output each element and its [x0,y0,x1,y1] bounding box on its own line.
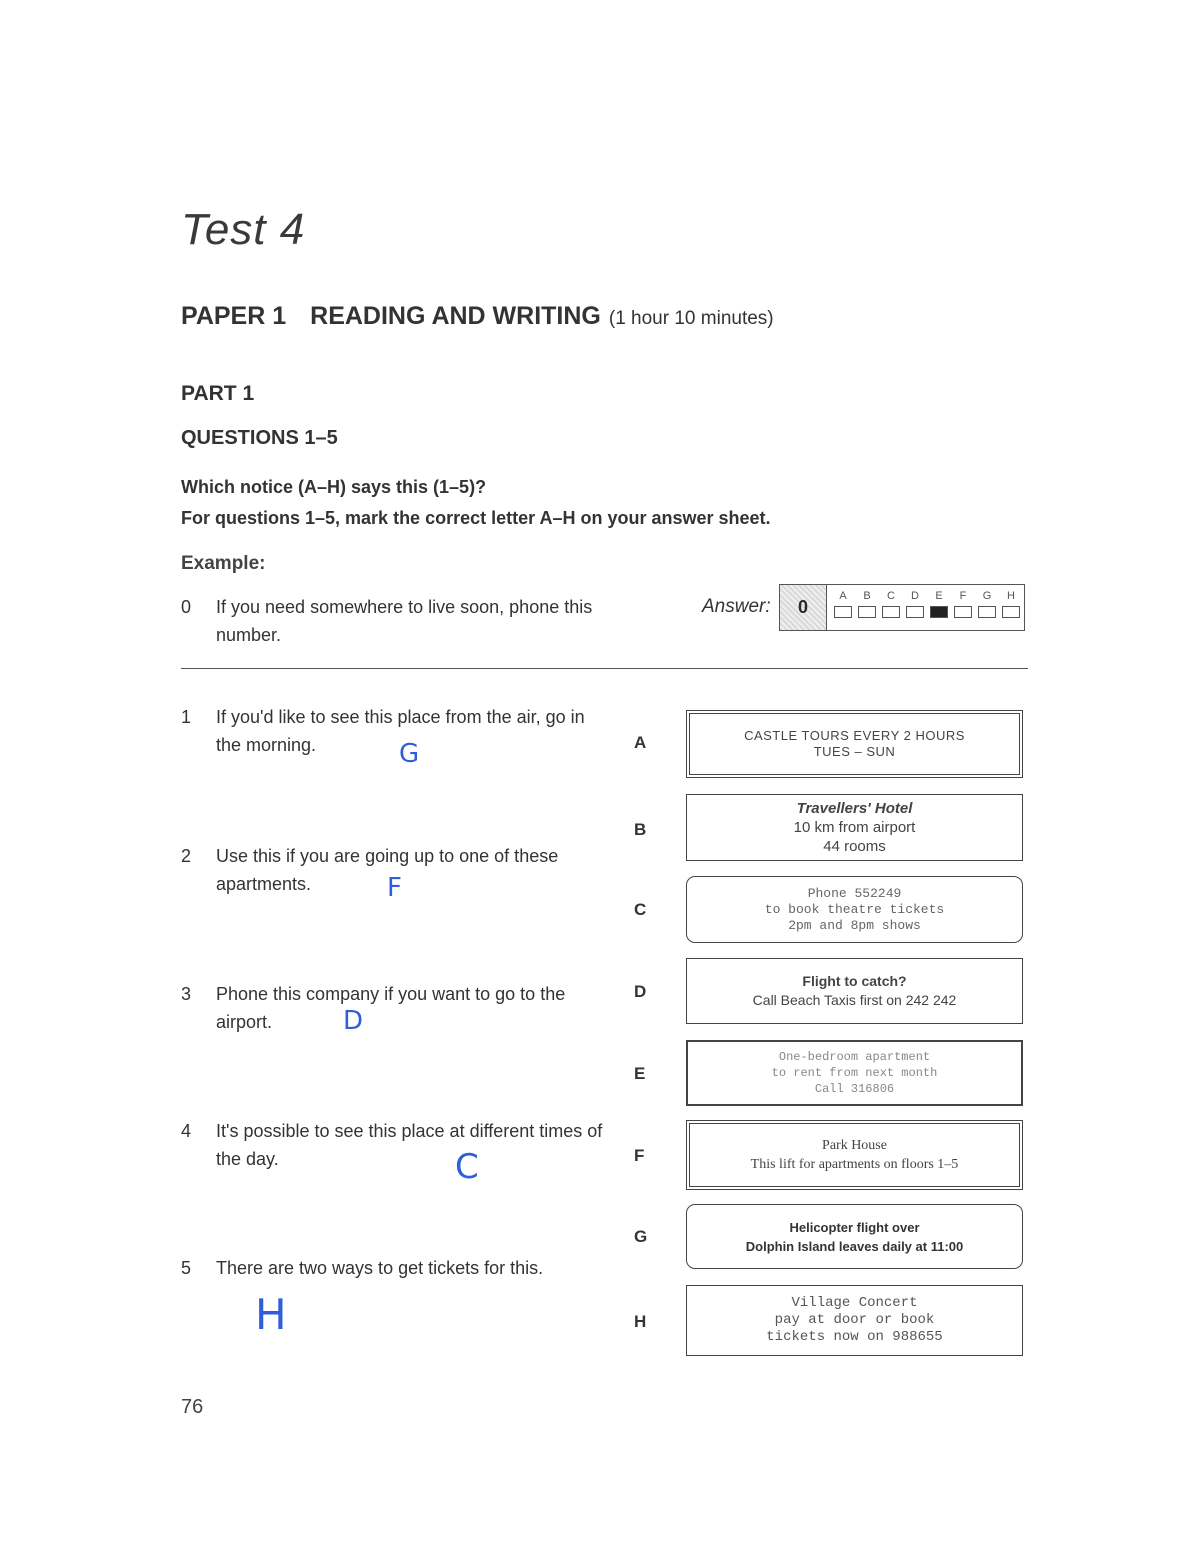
notice-letter: E [634,1064,646,1083]
option-letter: E [935,590,943,602]
paper-duration: (1 hour 10 minutes) [608,308,774,329]
notice-letter: H [634,1312,647,1331]
question-number: 3 [181,984,192,1004]
answer-option-selected [928,589,950,618]
question-number: 1 [181,707,192,727]
option-letter: D [911,590,919,602]
answer-option [976,589,998,618]
example-answer-box [779,584,1025,631]
answer-option [856,589,878,618]
option-box [978,606,996,618]
option-letter: C [887,590,895,602]
notice-g [686,1204,1023,1269]
notice-line: Park House [822,1138,887,1153]
notice-line: 44 rooms [823,838,886,855]
answer-option [904,589,926,618]
paper-title: READING AND WRITING [310,302,601,330]
question-text: It's possible to see this place at different times of the day. [216,1121,603,1169]
notice-line: Dolphin Island leaves daily at 11:00 [745,1238,964,1254]
page-number: 76 [181,1396,204,1418]
question-text: Use this if you are going up to one of these apartments. [216,846,559,894]
notice-line: Phone 552249 [807,885,902,901]
notice-line: Travellers' Hotel [796,800,913,817]
page-title: Test 4 [181,205,306,254]
option-letter: B [863,590,871,602]
notice-letter: A [634,733,647,752]
part-heading: PART 1 [181,382,255,405]
question-text: Phone this company if you want to go to the airport. [216,984,566,1032]
question-text: There are two ways to get tickets for this. [216,1258,544,1278]
answer-label: Answer: [702,596,771,617]
example-label: Example: [181,553,266,574]
notice-h [686,1285,1023,1356]
instruction-2: For questions 1–5, mark the correct letter A–H on your answer sheet. [181,508,771,528]
answer-option [832,589,854,618]
notice-line: This lift for apartments on floors 1–5 [750,1157,959,1172]
notice-line: tickets now on 988655 [766,1329,943,1345]
notice-line: Call Beach Taxis first on 242 242 [752,992,957,1008]
notice-line: Helicopter flight over [789,1219,920,1235]
option-box-filled [930,606,948,618]
question-number: 4 [181,1121,192,1141]
answer-option [880,589,902,618]
answer-option [1000,589,1022,618]
option-box [906,606,924,618]
notice-f [686,1120,1023,1190]
example-text: If you need somewhere to live soon, phone this number. [216,597,593,645]
notice-line: Village Concert [791,1295,918,1311]
example-number: 0 [181,597,192,617]
handwritten-answer: G [399,739,420,769]
paper-heading [181,302,774,331]
notice-line: to rent from next month [771,1066,938,1080]
notice-letter: F [634,1146,645,1165]
notice-line: CASTLE TOURS EVERY 2 HOURS [744,728,965,743]
questions-heading: QUESTIONS 1–5 [181,427,338,449]
handwritten-answer: C [455,1147,479,1187]
option-letter: F [959,590,967,602]
section-divider [181,668,1028,669]
handwritten-answer: D [343,1006,364,1036]
question-text: If you'd like to see this place from the air, go in the morning. [216,707,585,755]
handwritten-answer: F [387,873,402,903]
notice-line: Call 316806 [814,1082,895,1096]
option-box [858,606,876,618]
question-number: 2 [181,846,192,866]
notice-c [686,876,1023,943]
instruction-1: Which notice (A–H) says this (1–5)? [181,477,487,497]
notice-d [686,958,1023,1024]
notice-line: One-bedroom apartment [778,1050,931,1064]
notice-b [686,794,1023,861]
option-box [882,606,900,618]
option-box [954,606,972,618]
option-letter: A [839,590,847,602]
answer-option [952,589,974,618]
notice-line: TUES – SUN [813,744,896,759]
notice-letter: D [634,982,647,1001]
notice-e [686,1040,1023,1106]
paper-number: PAPER 1 [181,302,287,330]
notice-line: Flight to catch? [802,973,907,989]
notice-a [686,710,1023,778]
option-box [1002,606,1020,618]
notice-line: 2pm and 8pm shows [788,917,921,933]
notice-line: pay at door or book [774,1312,935,1328]
notice-line: 10 km from airport [793,819,916,836]
handwritten-answer: H [255,1290,287,1339]
notice-letter: C [634,900,647,919]
notice-letter: B [634,820,647,839]
notice-line: to book theatre tickets [764,901,945,917]
option-box [834,606,852,618]
answer-number: 0 [780,585,827,630]
notice-letter: G [634,1227,648,1246]
option-letter: H [1007,590,1015,602]
option-letter: G [982,590,992,602]
question-number: 5 [181,1258,192,1278]
